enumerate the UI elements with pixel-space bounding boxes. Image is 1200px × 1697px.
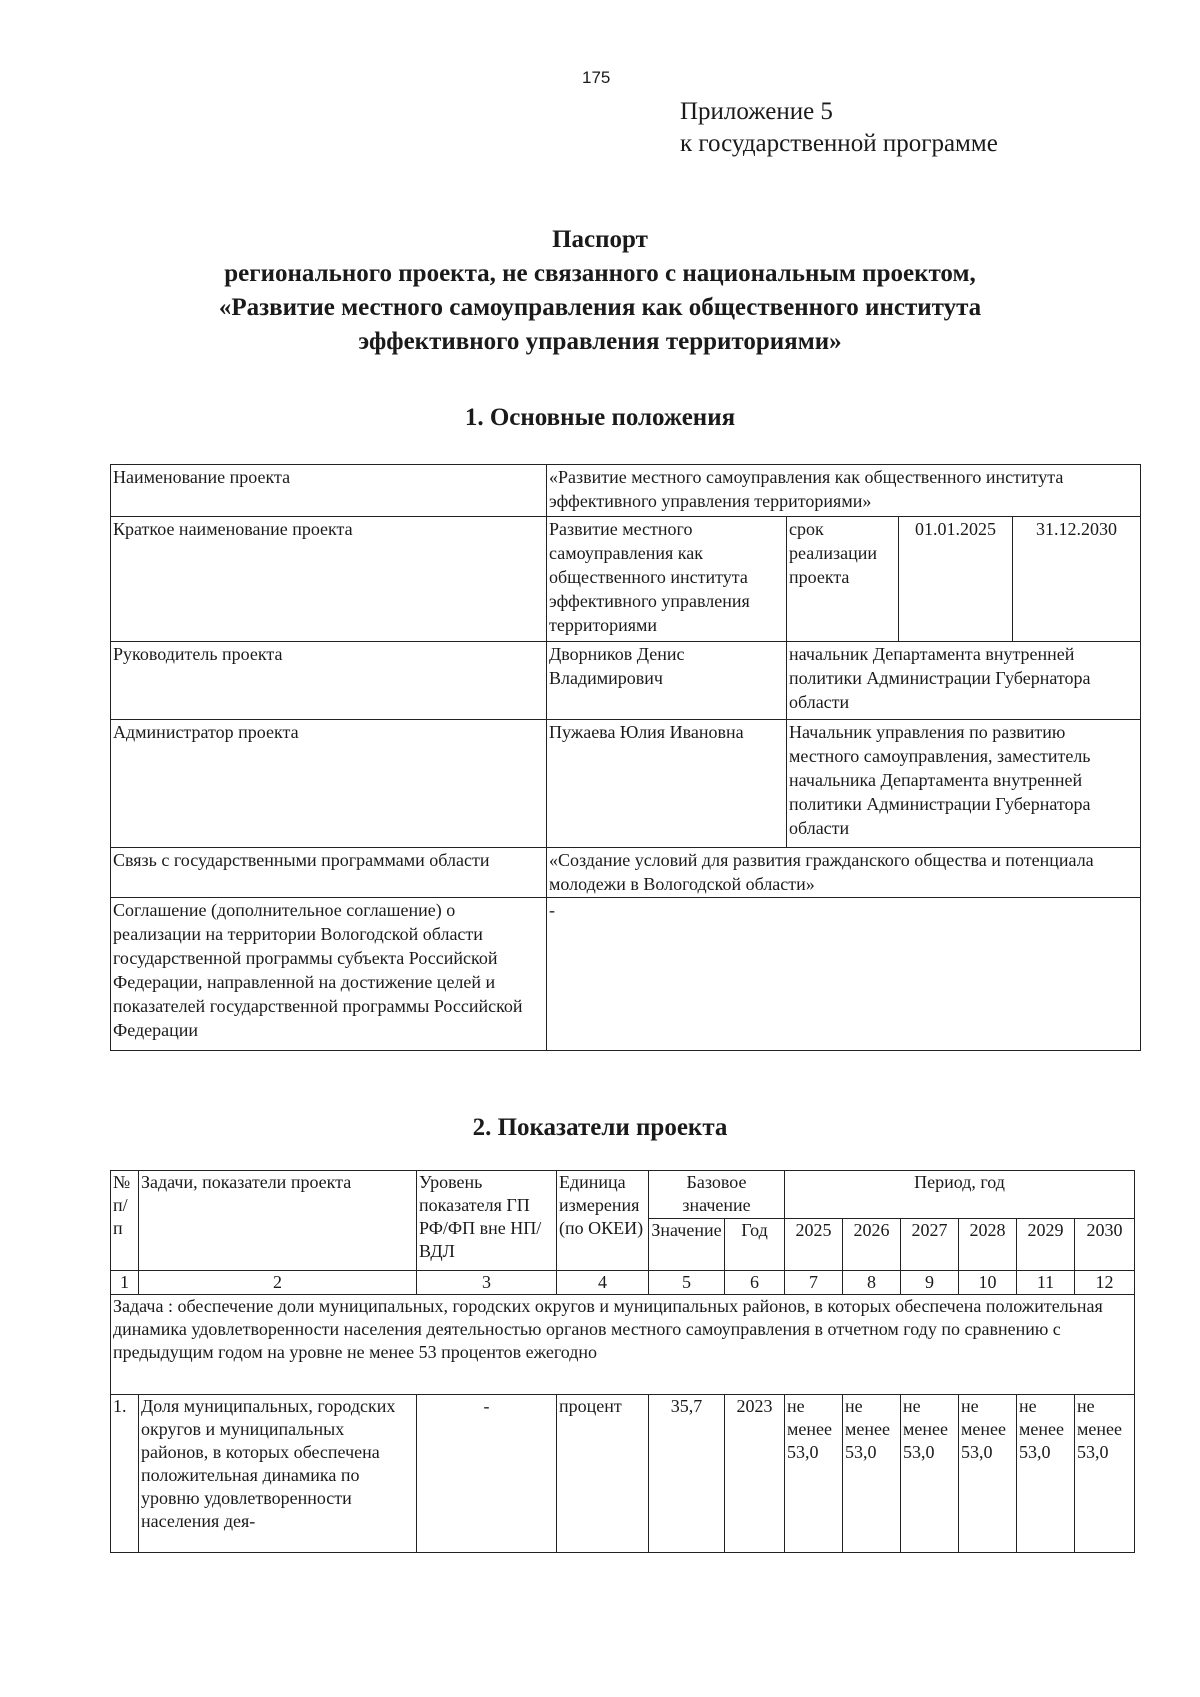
header-year: 2027 [901, 1219, 959, 1271]
title-line-1: Паспорт [552, 226, 648, 253]
leader-label: Руководитель проекта [111, 642, 547, 720]
table-row [111, 720, 1141, 848]
admin-position: Начальник управления по развитию местного самоуправления, заместитель начальника Департамента внутренней политики Администрации Губернатора области [787, 720, 1141, 848]
short-name-value: Развитие местного самоуправления как общественного института эффективного управления территориями [547, 517, 787, 642]
page-number: 175 [582, 68, 611, 87]
col-number: 3 [417, 1271, 557, 1295]
col-number: 12 [1075, 1271, 1135, 1295]
indicator-base-value: 35,7 [649, 1395, 725, 1553]
indicator-base-year: 2023 [725, 1395, 785, 1553]
term-label: срок реализации проекта [787, 517, 899, 642]
appendix-line-2: к государственной программе [680, 130, 998, 157]
col-number: 11 [1017, 1271, 1075, 1295]
appendix-note [680, 96, 998, 160]
indicators-table [110, 1170, 1135, 1553]
col-number: 9 [901, 1271, 959, 1295]
indicator-value-2030: не менее 53,0 [1075, 1395, 1135, 1553]
indicator-value-2025: не менее 53,0 [785, 1395, 843, 1553]
admin-name: Пужаева Юлия Ивановна [547, 720, 787, 848]
agreement-value: - [547, 898, 1141, 1051]
section-2-heading: 2. Показатели проекта [472, 1114, 728, 1141]
indicator-value-2029: не менее 53,0 [1017, 1395, 1075, 1553]
header-base-value: Значение [649, 1219, 725, 1271]
indicator-level: - [417, 1395, 557, 1553]
indicator-value-2028: не менее 53,0 [959, 1395, 1017, 1553]
link-label: Связь с государственными программами области [111, 848, 547, 898]
col-number: 6 [725, 1271, 785, 1295]
title-line-4: эффективного управления территориями» [358, 328, 842, 355]
col-number: 10 [959, 1271, 1017, 1295]
task-text: Задача : обеспечение доли муниципальных, городских округов и муниципальных районов, в которых обеспечена положительная динамика удовлетворенности населения деятельностью органов местного самоуправления в отчетном году по сравнению с предыдущим годом на уровне не менее 53 процентов ежегодно [111, 1295, 1135, 1395]
col-number: 1 [111, 1271, 139, 1295]
basic-provisions-table [110, 464, 1141, 1051]
leader-name: Дворников Денис Владимирович [547, 642, 787, 720]
indicator-value-2026: не менее 53,0 [843, 1395, 901, 1553]
col-number: 8 [843, 1271, 901, 1295]
short-name-label: Краткое наименование проекта [111, 517, 547, 642]
leader-position: начальник Департамента внутренней политики Администрации Губернатора области [787, 642, 1141, 720]
link-value: «Создание условий для развития гражданского общества и потенциала молодежи в Вологодской области» [547, 848, 1141, 898]
table-row [111, 848, 1141, 898]
header-unit: Единица измерения (по ОКЕИ) [557, 1171, 649, 1271]
name-value: «Развитие местного самоуправления как общественного института эффективного управления территориями» [547, 465, 1141, 517]
header-base-year: Год [725, 1219, 785, 1271]
title-line-3: «Развитие местного самоуправления как общественного института [218, 294, 982, 321]
title-line-2: регионального проекта, не связанного с национальным проектом, [224, 260, 976, 287]
agreement-label: Соглашение (дополнительное соглашение) о реализации на территории Вологодской области государственной программы субъекта Российской Федерации, направленной на достижение целей и показателей государственной программы Российской Федерации [111, 898, 547, 1051]
section-1-heading: 1. Основные положения [464, 404, 736, 431]
name-label: Наименование проекта [111, 465, 547, 517]
col-number: 2 [139, 1271, 417, 1295]
table-row [111, 1171, 1135, 1219]
indicator-unit: процент [557, 1395, 649, 1553]
document-title [100, 223, 1100, 359]
indicator-name: Доля муниципальных, городских округов и муниципальных районов, в которых обеспечена положительная динамика по уровню удовлетворенности населения дея- [139, 1395, 417, 1553]
header-year: 2030 [1075, 1219, 1135, 1271]
header-base: Базовое значение [649, 1171, 785, 1219]
header-level: Уровень показателя ГП РФ/ФП вне НП/ВДЛ [417, 1171, 557, 1271]
indicator-num: 1. [111, 1395, 139, 1553]
header-period: Период, год [785, 1171, 1135, 1219]
indicator-value-2027: не менее 53,0 [901, 1395, 959, 1553]
header-num: № п/п [111, 1171, 139, 1271]
header-year: 2028 [959, 1219, 1017, 1271]
col-number: 5 [649, 1271, 725, 1295]
table-row [111, 898, 1141, 1051]
table-row [111, 1271, 1135, 1295]
table-row [111, 517, 1141, 642]
col-number: 7 [785, 1271, 843, 1295]
appendix-line-1: Приложение 5 [680, 98, 833, 125]
header-tasks: Задачи, показатели проекта [139, 1171, 417, 1271]
header-year: 2026 [843, 1219, 901, 1271]
table-row [111, 1395, 1135, 1553]
admin-label: Администратор проекта [111, 720, 547, 848]
header-year: 2025 [785, 1219, 843, 1271]
header-year: 2029 [1017, 1219, 1075, 1271]
table-row [111, 642, 1141, 720]
end-date: 31.12.2030 [1013, 517, 1141, 642]
table-row [111, 465, 1141, 517]
col-number: 4 [557, 1271, 649, 1295]
start-date: 01.01.2025 [899, 517, 1013, 642]
table-row [111, 1295, 1135, 1395]
